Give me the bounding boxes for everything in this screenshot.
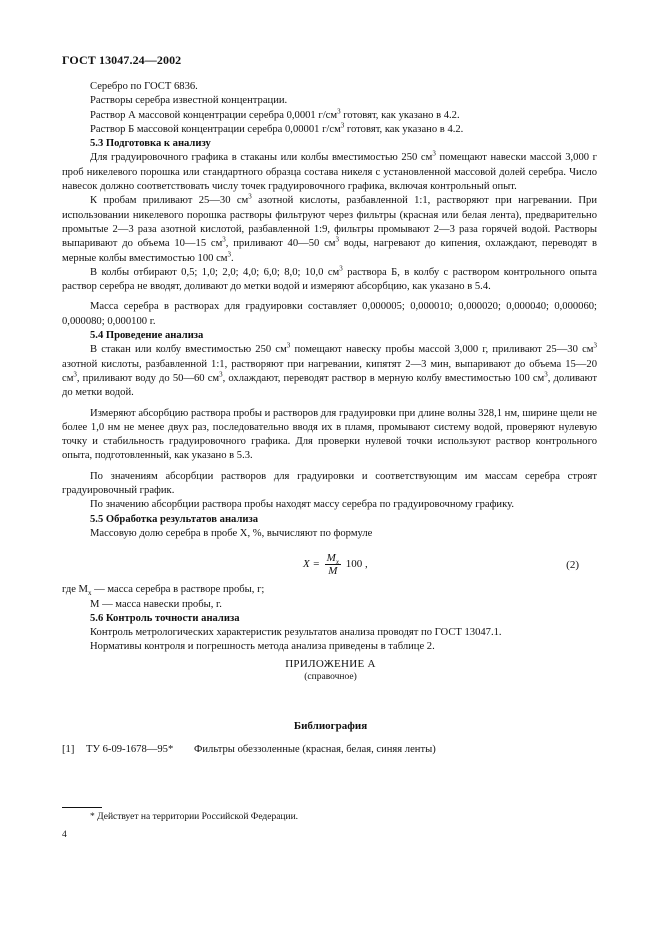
section-heading: 5.4 Проведение анализа — [90, 330, 204, 342]
formula-multiplier: 100 , — [345, 558, 368, 571]
text-span: , охлаждают, переводят раствор в мерную колбу вместимостью 100 см — [222, 372, 545, 384]
text-span: азотной кислоты, разбавленной 1:1, растворяют при нагревании, кипятят 2—3 мин, выпаривают до объема 15—20 см — [62, 358, 597, 384]
text-span: где M — [62, 584, 88, 596]
appendix-title: ПРИЛОЖЕНИЕ А — [285, 658, 376, 670]
paragraph — [62, 266, 597, 295]
formula-fraction — [325, 552, 341, 577]
text-span: азотной кислоты, разбавленной 1:1, растворяют при нагревании. При использовании никелевого порошка растворы фильтруют через фильтры (красная или белая лента), предварительно промытые 2—3 раза азотной кислотой, разбавленной 1:9, фильтры промывают 2—3 раза горячей водой. Растворы выпаривают до объема 10—15 см — [62, 195, 597, 250]
superscript: 3 — [432, 149, 436, 158]
paragraph — [62, 194, 597, 265]
text-line — [62, 94, 597, 108]
paragraph — [62, 151, 597, 194]
paragraph: Измеряют абсорбцию раствора пробы и растворов для градуировки при длине волны 328,1 нм, ширине щели не более 1,0 нм не менее двух раз, последовательно вводя их в пламя, промывают систему водой, проверяют нулевую точку и стабильность градуировочного графика. Для проверки нулевой точки используют раствор контрольного опыта, подготовленный, как указано в 5.3. — [62, 407, 597, 462]
bib-text: Фильтры обеззоленные (красная, белая, синяя ленты) — [194, 744, 436, 755]
superscript: 3 — [337, 107, 341, 116]
section-heading: 5.5 Обработка результатов анализа — [90, 513, 259, 525]
superscript: 3 — [335, 235, 339, 244]
text-span: , приливают 40—50 см — [225, 238, 336, 250]
paragraph: По значению абсорбции раствора пробы находят массу серебра по градуировочному графику. — [90, 499, 514, 511]
superscript: 3 — [339, 264, 343, 273]
paragraph: Нормативы контроля и погрешность метода анализа приведены в таблице 2. — [90, 641, 435, 653]
fraction-numerator — [325, 552, 341, 565]
text-span: — масса серебра в растворе пробы, г; — [91, 584, 265, 596]
bib-code: ТУ 6-09-1678—95* — [86, 744, 174, 755]
text-span: Растворы серебра известной концентрации. — [90, 95, 288, 107]
superscript: 3 — [593, 341, 597, 350]
text-span: . — [230, 252, 234, 264]
formula-lhs: X = — [303, 558, 320, 571]
text-line — [62, 123, 597, 137]
standard-header: ГОСТ 13047.24—2002 — [62, 53, 182, 67]
formula-block — [62, 543, 597, 581]
text-span: помещают навески массой 3,000 г проб никелевого порошка или стандартного образца состава никеля с установленной массовой долей серебра. Число навесок должно соответствовать числу точек градуировочного графика, включая контрольный опыт. — [62, 152, 597, 193]
where-line — [62, 583, 597, 597]
superscript: 3 — [219, 370, 223, 379]
text-span: , доливают до метки водой. — [62, 372, 597, 399]
numerator-symbol: M — [326, 552, 336, 565]
appendix-subtitle: (справочное) — [304, 672, 357, 682]
text-span: В колбы отбирают 0,5; 1,0; 2,0; 4,0; 6,0; 8,0; 10,0 см — [90, 266, 340, 278]
superscript: 3 — [73, 370, 77, 379]
text-span: В стакан или колбу вместимостью 250 см — [90, 344, 287, 356]
section-heading: 5.6 Контроль точности анализа — [90, 612, 240, 624]
superscript: 3 — [340, 121, 345, 130]
section-heading: 5.3 Подготовка к анализу — [90, 138, 211, 150]
where-line: M — масса навески пробы, г. — [90, 598, 222, 610]
text-span: помещают навеску пробы массой 3,000 г, приливают 25—30 см — [290, 344, 594, 356]
footnote: * Действует на территории Российской Федерации. — [90, 812, 299, 822]
superscript: 3 — [248, 192, 252, 201]
text-span: готовят, как указано в 4.2. — [344, 123, 464, 135]
numerator-subscript: x — [335, 558, 339, 567]
document-body — [62, 80, 597, 655]
text-span: Раствор Б массовой концентрации серебра 0,00001 г/см — [90, 123, 341, 135]
footnote-rule — [62, 807, 102, 808]
paragraph: Масса серебра в растворах для градуировки составляет 0,000005; 0,000010; 0,000020; 0,000040; 0,000060; 0,000080; 0,000100 г. — [62, 301, 597, 327]
subscript: x — [87, 589, 92, 598]
text-span: готовят, как указано в 4.2. — [340, 109, 460, 121]
equation-number: (2) — [566, 559, 579, 572]
paragraph: Массовую долю серебра в пробе X, %, вычисляют по формуле — [90, 527, 373, 539]
paragraph: По значениям абсорбции растворов для градуировки и соответствующим им массам серебра строят градуировочный график. — [62, 470, 597, 497]
paragraph: Контроль метрологических характеристик результатов анализа проводят по ГОСТ 13047.1. — [90, 627, 502, 639]
paragraph — [62, 343, 597, 400]
superscript: 3 — [227, 250, 231, 259]
bibliography-entry — [62, 744, 436, 755]
superscript: 3 — [286, 341, 291, 350]
text-span: Раствор А массовой концентрации серебра 0,0001 г/см — [90, 109, 338, 121]
page-number: 4 — [62, 830, 67, 840]
superscript: 3 — [544, 370, 548, 379]
text-span: , приливают воду до 50—60 см — [76, 372, 220, 384]
formula-expression — [303, 552, 368, 577]
text-line — [62, 109, 597, 123]
text-span: раствора Б, в колбу с раствором контрольного опыта раствор серебра не вводят, доливают до метки водой и измеряют абсорбцию, как указано в 5.4. — [62, 266, 597, 293]
superscript: 3 — [222, 235, 226, 244]
text-span: К пробам приливают 25—30 см — [90, 195, 249, 207]
bib-number: [1] — [62, 744, 75, 755]
fraction-denominator: M — [328, 565, 338, 578]
text-span: Для градуировочного графика в стаканы или колбы вместимостью 250 см — [90, 152, 433, 164]
bibliography-title: Библиография — [293, 720, 368, 732]
text-span: воды, нагревают до кипения, охлаждают, переводят в мерные колбы вместимостью 100 см — [62, 238, 597, 264]
text-line — [62, 80, 597, 94]
text-span: Серебро по ГОСТ 6836. — [90, 81, 198, 92]
